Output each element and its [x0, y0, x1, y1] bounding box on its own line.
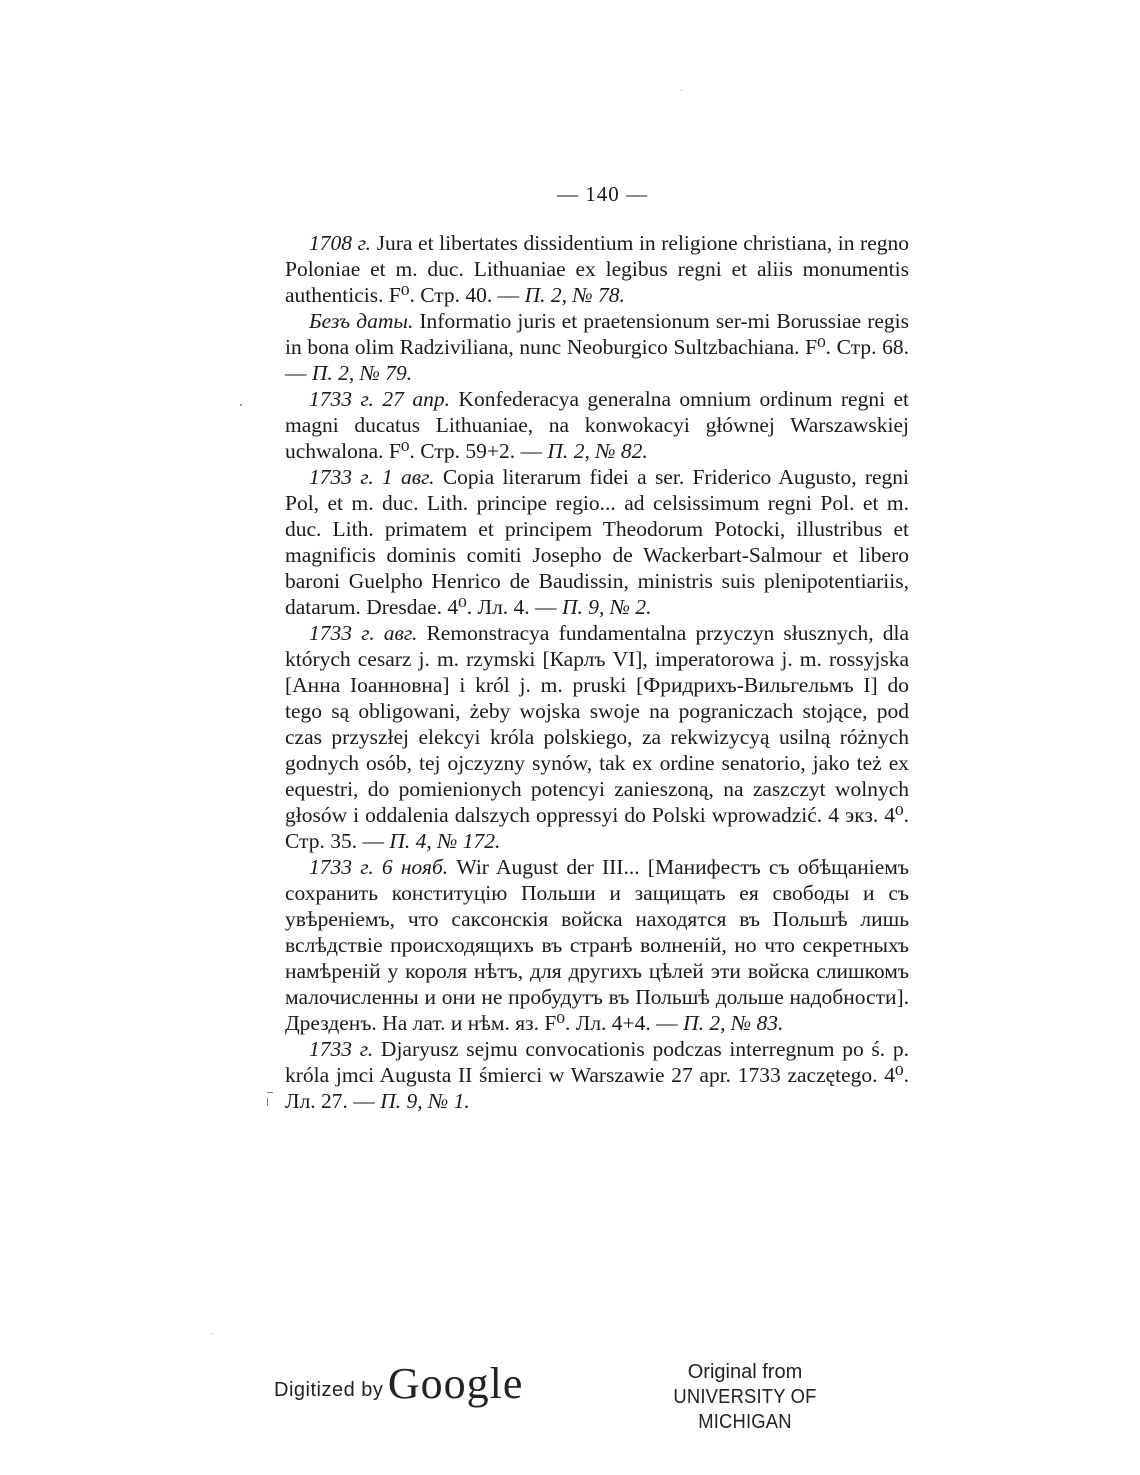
entry-text: Copia literarum fidei a ser. Friderico Augusto, regni Pol, et m. duc. Lith. principe regio... ad celsissimum regni Pol. et m. duc. Lith. primatem et principem Theodorum Potocki, illustribus et magnificis dominis comiti Josepho de Wackerbart-Salmour et libero baroni Guelpho Henrico de Baudissin, ministris suis plenipotentiariis, datarum. Dresdae. 4⁰. Лл. 4. —: [285, 465, 910, 619]
entry: [285, 308, 909, 386]
entry: [285, 386, 909, 464]
entry-reference: П. 2, № 83.: [683, 1011, 784, 1035]
google-logo: Google: [387, 1359, 524, 1408]
entry: [285, 464, 909, 620]
digitized-label: Digitized by: [274, 1379, 384, 1401]
entry-text: Informatio juris et praetensionum ser-mi Borussiae regis in bona olim Radziviliana, nunc Neoburgico Sultzbachiana. F⁰. Стр. 68. —: [285, 309, 909, 385]
entry-date: 1733 г. авг.: [309, 621, 418, 645]
original-source-watermark: [620, 1360, 870, 1436]
original-from-label: Original from: [687, 1361, 803, 1383]
entry-reference: П. 9, № 2.: [561, 595, 652, 619]
scan-speck: [267, 1098, 268, 1106]
entry: [285, 620, 909, 854]
scan-speck: [681, 90, 682, 91]
scan-speck: [212, 1333, 213, 1334]
entry: [285, 854, 909, 1036]
scan-speck: [267, 1092, 273, 1093]
entry-text: Djaryusz sejmu convocationis podczas interregnum po ś. p. króla jmci Augusta II śmierci w Warszawie 27 apr. 1733 zaczętego. 4⁰. Лл. 27. —: [285, 1037, 909, 1113]
entry-date: 1708 г.: [309, 231, 372, 255]
entry-reference: П. 2, № 79.: [311, 361, 413, 385]
entry-reference: П. 9, № 1.: [380, 1089, 470, 1113]
page-number: — 140 —: [557, 182, 648, 206]
entry-date: 1733 г. 6 нояб.: [309, 855, 449, 879]
scan-speck: [240, 404, 242, 406]
entry-date: 1733 г. 1 авг.: [309, 465, 435, 489]
entry-text: Wir August der III... [Манифестъ съ обѣщаніемъ сохранить конституцію Польши и защищать ея свободы и съ увѣреніемъ, что саксонскія войска находятся въ Польшѣ лишь вслѣдствіе происходящихъ въ странѣ волненій, но что секретныхъ намѣреній у короля нѣтъ, для другихъ цѣлей эти войска слишкомъ малочисленны и они не пробудутъ въ Польшѣ дольше надобности]. Дрезденъ. На лат. и нѣм. яз. F⁰. Лл. 4+4. —: [285, 855, 909, 1035]
entry-reference: П. 2, № 82.: [547, 439, 648, 463]
entry-date: Безъ даты.: [309, 309, 414, 333]
entry-text: Konfederacya generalna omnium ordinum regni et magni ducatus Lithuaniae, na konwokacyi głównej Warszawskiej uchwalona. F⁰. Стр. 59+2. —: [285, 387, 910, 463]
institution-name: UNIVERSITY OF MICHIGAN: [673, 1386, 817, 1433]
entry-date: 1733 г.: [309, 1037, 374, 1061]
entry-reference: П. 2, № 78.: [524, 283, 625, 307]
entry: [285, 1036, 909, 1114]
digitized-by-watermark: [274, 1358, 523, 1409]
entry-reference: П. 4, № 172.: [389, 829, 501, 853]
entry: [285, 230, 909, 308]
entry-text: Jura et libertates dissidentium in religione christiana, in regno Poloniae et m. duc. Lithuaniae ex legibus regni et aliis monumentis authenticis. F⁰. Стр. 40. —: [285, 231, 910, 307]
entry-date: 1733 г. 27 апр.: [309, 387, 450, 411]
bibliography-entries: [285, 230, 909, 1114]
entry-text: Remonstracya fundamentalna przyczyn słusznych, dla których cesarz j. m. rzymski [Карлъ VI], imperatorowa j. m. rossyjska [Анна Іоанновна] i król j. m. pruski [Фридрихъ-Вильгельмъ I] do tego są obligowani, żeby wojska swoje na pograniczach stojące, pod czas przyszłej elekcyi króla polskiego, za rekwizycyą usilną różnych godnych osób, tej ojczyzny synów, tak ex ordine senatorio, jako też ex equestri, do pomienionych potencyi zanieszoną, na zaszczyt wolnych głosów i oddalenia dalszych oppressyi do Polski wprowadzić. 4 экз. 4⁰. Стр. 35. —: [285, 621, 909, 853]
